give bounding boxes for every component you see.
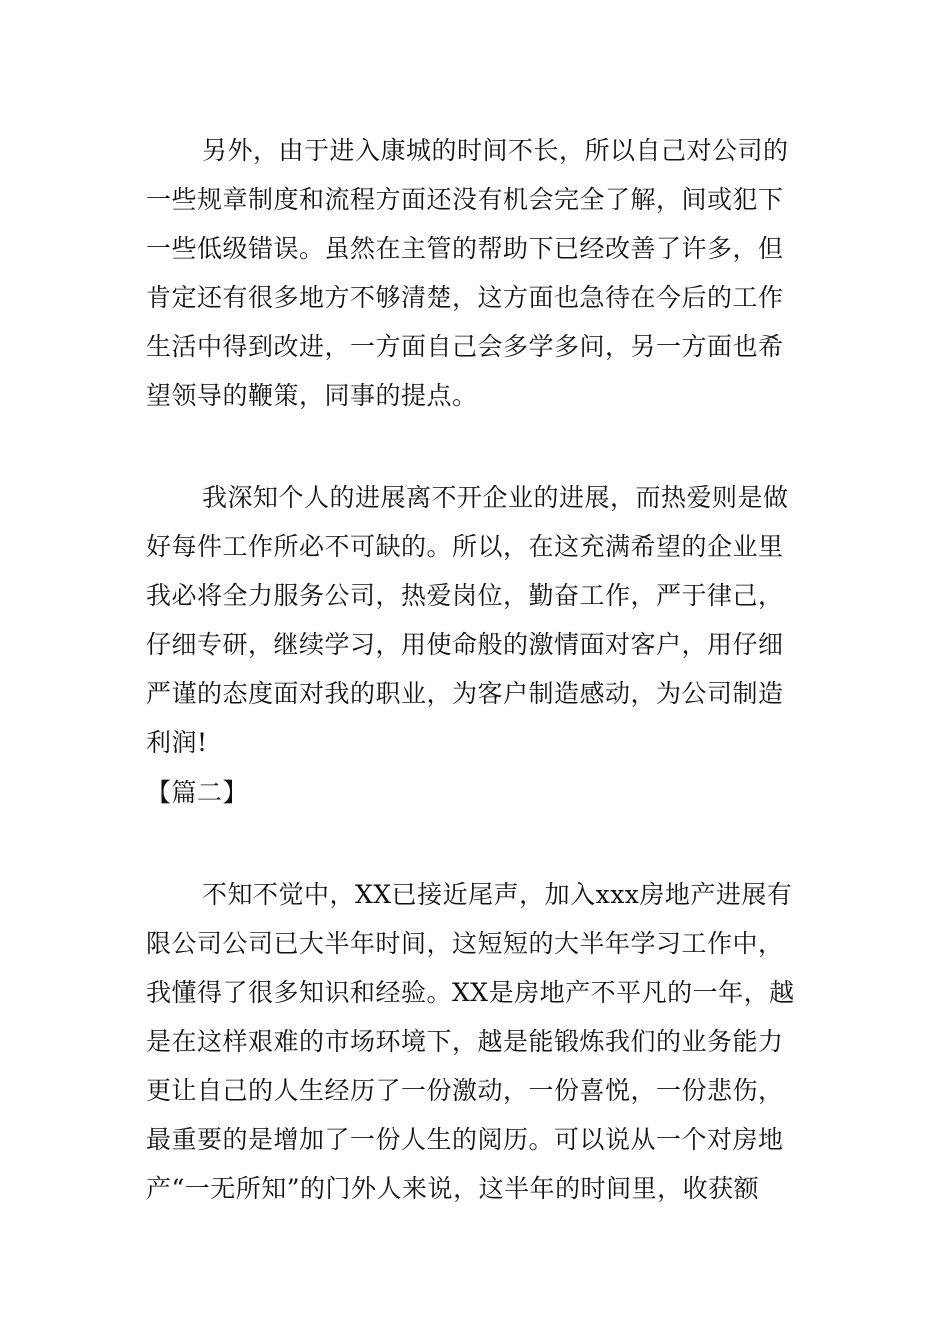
paragraph-2-line-4: 仔细专研，继续学习，用使命般的激情面对客户，用仔细 (146, 630, 784, 659)
paragraph-1-line-6: 望领导的鞭策，同事的提点。 (146, 381, 478, 410)
paragraph-3-line-5: 更让自己的人生经历了一份激动，一份喜悦，一份悲伤， (146, 1076, 784, 1105)
paragraph-1-line-3: 一些低级错误。虽然在主管的帮助下已经改善了许多，但 (146, 234, 784, 263)
paragraph-2-line-5: 严谨的态度面对我的职业，为客户制造感动，为公司制造 (146, 679, 784, 708)
paragraph-3-line-1: 不知不觉中，XX已接近尾声，加入xxx房地产进展有 (202, 880, 793, 909)
paragraph-2-line-3: 我必将全力服务公司，热爱岗位，勤奋工作，严于律己， (146, 581, 784, 610)
paragraph-1-line-1: 另外，由于进入康城的时间不长，所以自己对公司的 (202, 136, 789, 165)
paragraph-3-line-6: 最重要的是增加了一份人生的阅历。可以说从一个对房地 (146, 1125, 784, 1154)
paragraph-2-line-2: 好每件工作所必不可缺的。所以，在这充满希望的企业里 (146, 532, 784, 561)
paragraph-3-line-3: 我懂得了很多知识和经验。XX是房地产不平凡的一年，越 (146, 978, 795, 1007)
paragraph-1-line-5: 生活中得到改进，一方面自己会多学多问，另一方面也希 (146, 332, 784, 361)
paragraph-3-line-2: 限公司公司已大半年时间，这短短的大半年学习工作中， (146, 929, 784, 958)
paragraph-1-line-2: 一些规章制度和流程方面还没有机会完全了解，间或犯下 (146, 185, 784, 214)
paragraph-2-line-6: 利润! (146, 728, 208, 757)
paragraph-1-line-4: 肯定还有很多地方不够清楚，这方面也急待在今后的工作 (146, 283, 784, 312)
paragraph-2-line-1: 我深知个人的进展离不开企业的进展，而热爱则是做 (202, 483, 789, 512)
paragraph-3-line-4: 是在这样艰难的市场环境下，越是能锻炼我们的业务能力 (146, 1027, 784, 1056)
section-heading: 【篇二】 (146, 778, 249, 807)
paragraph-3-line-7: 产“一无所知”的门外人来说，这半年的时间里，收获额 (146, 1174, 760, 1203)
